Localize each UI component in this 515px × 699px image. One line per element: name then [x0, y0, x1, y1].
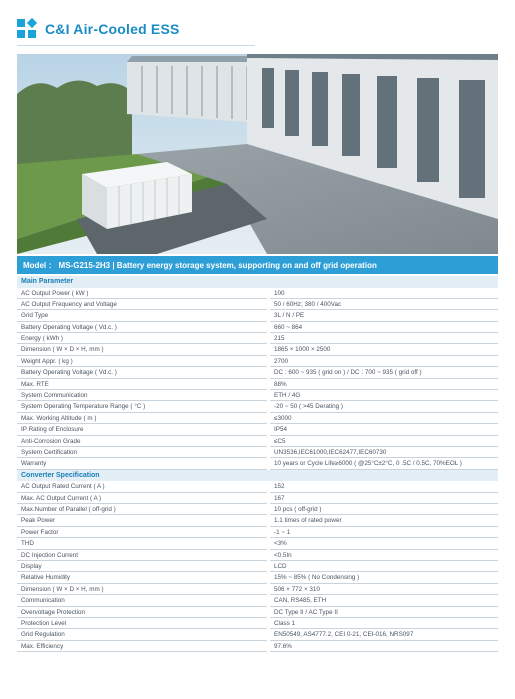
spec-value: 10 pcs ( off-grid ) [270, 504, 498, 515]
spec-value: Class 1 [270, 618, 498, 629]
spec-value: 506 × 772 × 310 [270, 584, 498, 595]
page-title: C&I Air-Cooled ESS [45, 21, 180, 37]
spec-row [17, 493, 498, 504]
spec-label: Max.Number of Parallel ( off-grid ) [17, 504, 267, 515]
spec-label: DC Injection Current [17, 550, 267, 561]
spec-row [17, 618, 498, 629]
spec-value: LCD [270, 561, 498, 572]
spec-label: THD [17, 538, 267, 549]
spec-row [17, 413, 498, 424]
spec-value: IP54 [270, 424, 498, 435]
spec-label: Max. AC Output Current ( A ) [17, 493, 267, 504]
spec-row [17, 538, 498, 549]
spec-label: Communication [17, 595, 267, 606]
spec-label: Warranty [17, 458, 267, 469]
spec-table [17, 276, 498, 652]
spec-value: 100 [270, 288, 498, 299]
spec-row [17, 561, 498, 572]
spec-row [17, 288, 498, 299]
spec-row [17, 299, 498, 310]
spec-row [17, 515, 498, 526]
spec-value: ≤C5 [270, 436, 498, 447]
spec-label: Display [17, 561, 267, 572]
spec-value: <0.5In [270, 550, 498, 561]
spec-label: Max. Efficiency [17, 641, 267, 652]
spec-value: <3% [270, 538, 498, 549]
spec-label: Battery Operating Voltage ( Vd.c. ) [17, 322, 267, 333]
spec-row [17, 527, 498, 538]
spec-label: AC Output Rated Current ( A ) [17, 481, 267, 492]
spec-label: Peak Power [17, 515, 267, 526]
spec-value: 660 ~ 864 [270, 322, 498, 333]
brand-logo-icon [17, 19, 37, 39]
spec-value: CAN, RS485, ETH [270, 595, 498, 606]
spec-value: ETH / 4G [270, 390, 498, 401]
spec-label: Protection Level [17, 618, 267, 629]
spec-value: 2700 [270, 356, 498, 367]
section-converter-specification: Converter Specification [17, 470, 498, 482]
spec-row [17, 322, 498, 333]
spec-label: IP Rating of Enclosure [17, 424, 267, 435]
header [17, 16, 180, 42]
spec-label: Weight Appr. ( kg ) [17, 356, 267, 367]
spec-value: 50 / 60Hz; 380 / 400Vac [270, 299, 498, 310]
spec-row [17, 436, 498, 447]
spec-row [17, 424, 498, 435]
spec-label: Max. Working Altitude ( m ) [17, 413, 267, 424]
spec-row [17, 504, 498, 515]
spec-value: 15% ~ 85% ( No Condensing ) [270, 572, 498, 583]
spec-value: 97.6% [270, 641, 498, 652]
spec-value: UN3536,IEC61000,IEC62477,IEC60730 [270, 447, 498, 458]
spec-label: AC Output Frequency and Voltage [17, 299, 267, 310]
spec-label: System Communication [17, 390, 267, 401]
spec-label: Grid Type [17, 310, 267, 321]
spec-row [17, 310, 498, 321]
spec-label: Battery Operating Voltage ( Vd.c. ) [17, 367, 267, 378]
spec-label: AC Output Power ( kW ) [17, 288, 267, 299]
spec-value: 10 years or Cycle Life≥6000 ( @25°C±2°C, 0 .5C / 0.5C, 70%EOL ) [270, 458, 498, 469]
spec-row [17, 344, 498, 355]
spec-value: EN50549, AS4777.2, CEI 0-21, CEI-016, NRS097 [270, 629, 498, 640]
spec-value: DC Type II / AC Type II [270, 607, 498, 618]
spec-value: 1865 × 1000 × 2500 [270, 344, 498, 355]
header-divider [17, 45, 255, 46]
spec-value: -20 ~ 50 ( >45 Derating ) [270, 401, 498, 412]
spec-label: Overvoltage Protection [17, 607, 267, 618]
spec-label: Relative Humidity [17, 572, 267, 583]
spec-row [17, 458, 498, 469]
spec-value: 1.1 times of rated power [270, 515, 498, 526]
spec-value: 88% [270, 379, 498, 390]
spec-label: System Certification [17, 447, 267, 458]
spec-row [17, 356, 498, 367]
spec-value: 152 [270, 481, 498, 492]
spec-row [17, 481, 498, 492]
spec-label: Energy ( kWh ) [17, 333, 267, 344]
spec-row [17, 550, 498, 561]
spec-label: Grid Regulation [17, 629, 267, 640]
spec-label: Power Factor [17, 527, 267, 538]
spec-label: Max. RTE [17, 379, 267, 390]
spec-label: Anti-Corrosion Grade [17, 436, 267, 447]
spec-row [17, 584, 498, 595]
spec-row [17, 641, 498, 652]
spec-row [17, 401, 498, 412]
spec-row [17, 367, 498, 378]
spec-row [17, 379, 498, 390]
spec-row [17, 390, 498, 401]
spec-row [17, 572, 498, 583]
spec-row [17, 629, 498, 640]
spec-value: ≤3000 [270, 413, 498, 424]
section-main-parameter: Main Parameter [17, 276, 498, 288]
spec-row [17, 333, 498, 344]
spec-label: Dimension ( W × D × H, mm ) [17, 584, 267, 595]
model-banner: Model ： MS-G215-2H3 | Battery energy storage system, supporting on and off grid operation [17, 256, 498, 274]
spec-value: DC : 600 ~ 935 ( grid on ) / DC : 700 ~ 935 ( grid off ) [270, 367, 498, 378]
spec-value: 215 [270, 333, 498, 344]
spec-value: 167 [270, 493, 498, 504]
spec-row [17, 607, 498, 618]
product-photo [17, 54, 498, 254]
spec-row [17, 595, 498, 606]
spec-label: System Operating Temperature Range ( °C ) [17, 401, 267, 412]
spec-value: 3L / N / PE [270, 310, 498, 321]
spec-row [17, 447, 498, 458]
spec-label: Dimension ( W × D × H, mm ) [17, 344, 267, 355]
spec-value: -1 ~ 1 [270, 527, 498, 538]
